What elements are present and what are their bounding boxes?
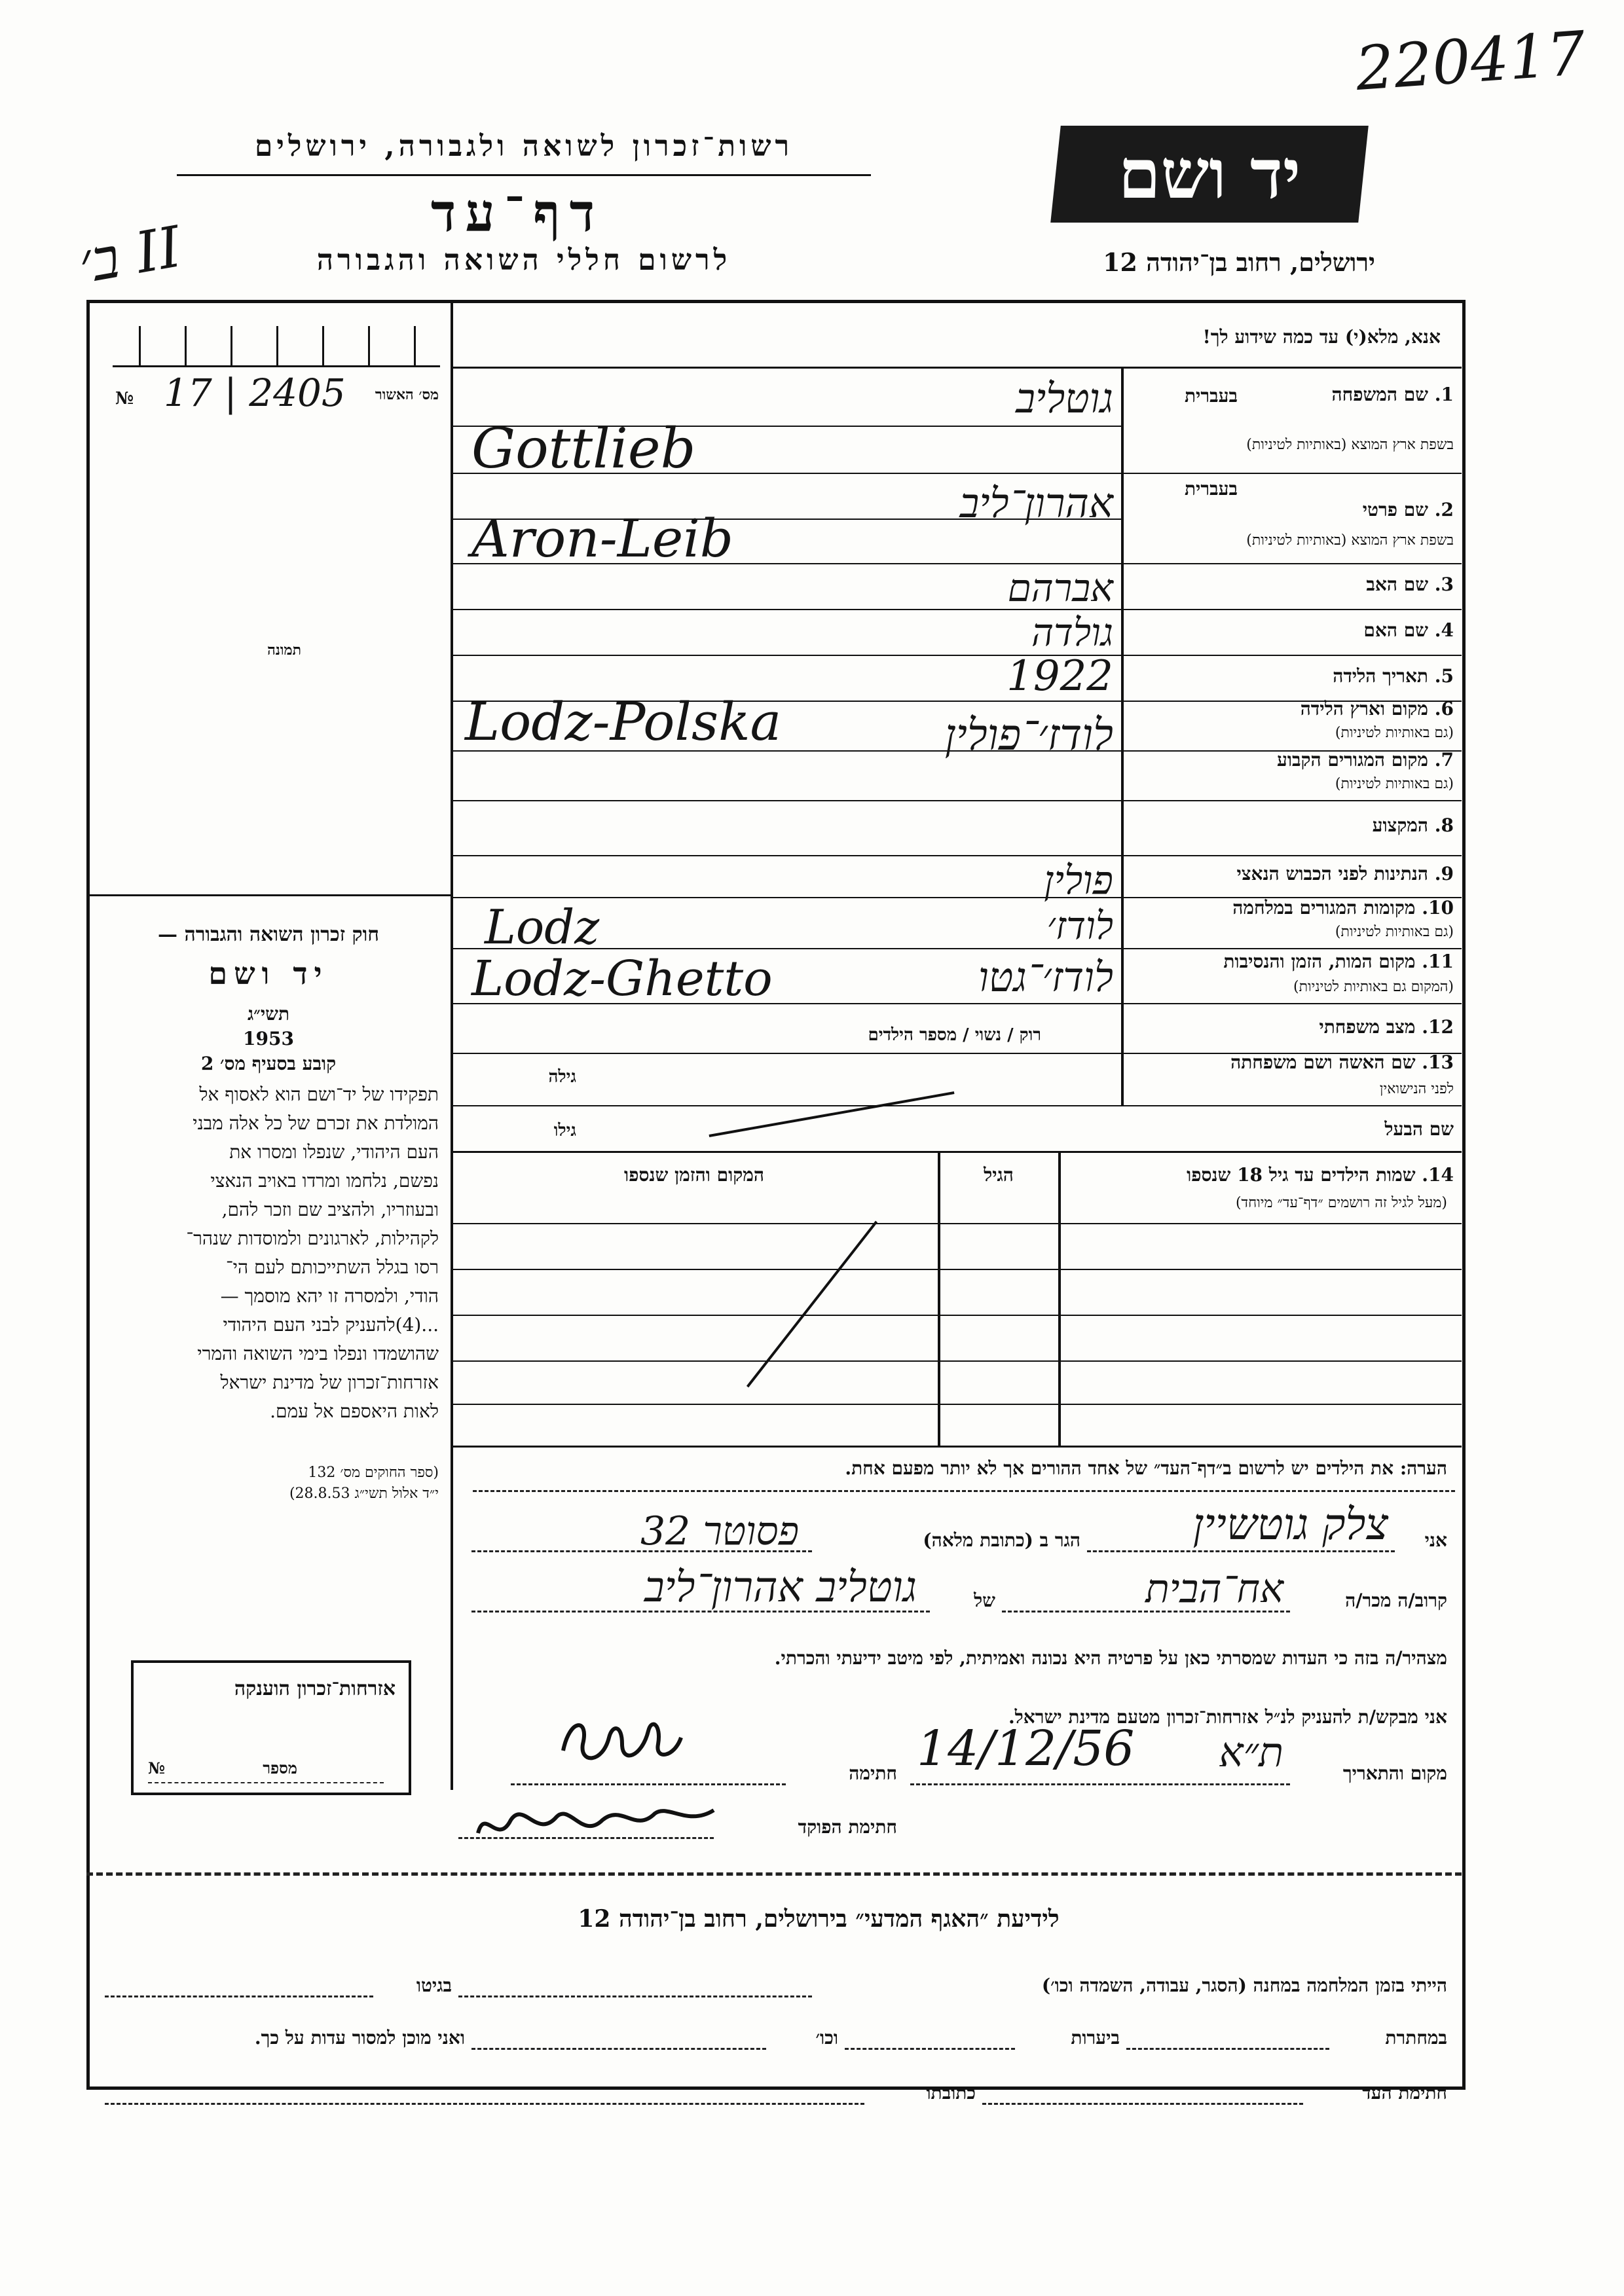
children-bottom [451, 1446, 1462, 1448]
field-4-label: 4. שם האם [1363, 619, 1454, 641]
law-title: חוק זכרון השואה והגבורה — [158, 923, 379, 946]
place-value: ת״א [1219, 1728, 1283, 1776]
note-underline [473, 1490, 1455, 1492]
law-line: ובעוזריו, ולהציב שם וזכר להם, [221, 1199, 439, 1220]
footer-underground-line [1126, 2048, 1329, 2050]
field-1-sub: בשפת ארץ המוצא (באותיות לטיניות) [1246, 437, 1454, 453]
children-place-header: המקום והזמן שנספו [624, 1164, 764, 1186]
husband-age-label: גילו [553, 1121, 576, 1140]
witness-name-line [1087, 1550, 1395, 1552]
field-11-label: 11. מקום המות, הזמן והנסיבות [1223, 951, 1454, 972]
yad-vashem-logo [1050, 126, 1369, 223]
field-2-sub: בשפת ארץ המוצא (באותיות לטיניות) [1246, 532, 1454, 549]
margin-annotation: ב׳ II [73, 214, 187, 297]
footer-ghetto-label: בגיטו [416, 1975, 452, 1996]
header-underline [177, 174, 871, 176]
approval-value: 17 | 2405 [164, 371, 346, 415]
row-sep [451, 855, 1462, 856]
law-year: 1953 [243, 1028, 294, 1049]
of-label: של [974, 1590, 995, 1611]
children-label: 14. שמות הילדים עד גיל 18 שנספו [1187, 1164, 1454, 1186]
footer-testimony-label: ואני מוכן למסור עדות על כך. [254, 2027, 465, 2049]
form-intro: אנא, מלא(י) עד כמה שידוע לך! [1202, 326, 1441, 348]
father-name: אברהם [1007, 566, 1113, 610]
place-date-line [910, 1783, 1290, 1785]
footer-address-line [105, 2103, 864, 2105]
field-8-label: 8. המקצוע [1372, 814, 1454, 836]
footer-underground-label: במחתרת [1385, 2027, 1447, 2049]
birth-date: 1922 [1006, 652, 1113, 701]
footer-witness-signature-label: חתימת העד [1362, 2082, 1447, 2104]
children-row [451, 1315, 1462, 1316]
place-date-label: מקום והתאריך [1342, 1762, 1447, 1784]
row-sep [451, 1151, 1462, 1153]
surname-hebrew: גוטליב [1016, 374, 1113, 422]
wife-age-label: גילה [548, 1067, 576, 1087]
footer-address-label: כתובתו [926, 2082, 976, 2104]
footer-camp-line [458, 1995, 812, 1997]
field-11-sub: (המקום גם באותיות לטיניות) [1293, 979, 1454, 995]
form-title: דף־עד [430, 182, 604, 244]
children-row [451, 1269, 1462, 1270]
field-12-label: 12. מצב משפחתי [1319, 1016, 1454, 1038]
row-sep [451, 948, 1462, 949]
left-column-divider [451, 300, 453, 1790]
field-2-hebrew-tag: בעברית [1184, 478, 1238, 500]
children-row [451, 1404, 1462, 1405]
field-2-label: 2. שם פרטי [1362, 499, 1454, 520]
date-value: 14/12/56 [917, 1721, 1135, 1777]
footer-title: לידיעת ״האגף המדעי״ בירושלים, רחוב בן־יהודה 12 [578, 1905, 1060, 1933]
law-line: הודי, ולמסרה זו יהא מוסמך — [220, 1285, 439, 1307]
approval-ticks [113, 326, 440, 367]
row-sep [451, 1105, 1462, 1106]
footer-etc-label: וכו׳ [815, 2027, 838, 2049]
field-13-label: 13. שם האשה ושם משפחתה [1230, 1051, 1454, 1073]
witness-name: צלק גוטשיין [1192, 1499, 1388, 1550]
law-line: אזרחות־זכרון של מדינת ישראל [220, 1372, 439, 1393]
footer-witness-signature-line [982, 2103, 1303, 2105]
footer-cut-line [86, 1872, 1462, 1876]
firstname-hebrew: אהרון־ליב [959, 479, 1113, 527]
certificate-box [131, 1660, 411, 1795]
wartime-residence-latin: Lodz [485, 900, 600, 955]
form-subtitle: לרשום חללי השואה והגבורה [316, 244, 731, 277]
children-note: הערה: את הילדים יש לרשום ב״דף־העד״ של אחד ההורים אך לא יותר מפעם אחת. [845, 1457, 1447, 1479]
signature-label: חתימה [849, 1762, 897, 1784]
certificate-label: אזרחות־זכרון הוענקה [234, 1677, 396, 1700]
law-line: לקהילות, לארגונים ולמוסדות שנהר־ [186, 1228, 439, 1249]
signature-line [511, 1783, 786, 1785]
law-line: נפשם, נלחמו ומרדו באויב הנאצי [210, 1170, 439, 1192]
law-line: תפקידו של יד־ושם הוא לאסוף אל [199, 1084, 439, 1105]
law-line: המולדת את זכרם של כל אלה מבני [193, 1112, 439, 1134]
field-5-label: 5. תאריך הלידה [1333, 665, 1454, 687]
field-6-label: 6. מקום וארץ הלידה [1300, 698, 1454, 720]
law-source-2: י״ד אלול תשי״ג 28.8.53) [289, 1485, 439, 1502]
children-sub: (מעל לגיל זה רושמים ״דף־עד״ מיוחד) [1235, 1195, 1447, 1211]
children-row [451, 1360, 1462, 1362]
relation-label: קרוב/ה מכר/ה [1345, 1590, 1447, 1611]
certificate-no-sign: № [148, 1758, 166, 1777]
declaration: מצהיר/ה בזה כי העדות שמסרתי כאן על פרטיה היא נכונה ואמיתית, לפי מיטב ידיעתי והכרתי. [774, 1647, 1447, 1669]
field-6-sub: (גם באותיות לטיניות) [1335, 725, 1454, 741]
law-section: קובע בסעיף מס׳ 2 [200, 1053, 337, 1074]
footer-camp-label: הייתי בזמן המלחמה במחנה (הסגר, עבודה, השמדה וכו׳) [1041, 1975, 1447, 1996]
law-source-1: (ספר החוקים מס׳ 132 [308, 1465, 439, 1481]
law-line: ...(4)להעניק לבני העם היהודי [223, 1314, 439, 1336]
surname-latin: Gottlieb [471, 416, 696, 481]
field-10-label: 10. מקומות המגורים במלחמה [1232, 897, 1454, 919]
witness-signature [550, 1705, 694, 1777]
footer-forests-line [845, 2048, 1015, 2050]
husband-label: שם הבעל [1384, 1118, 1454, 1140]
certificate-number-label: מספר [263, 1758, 297, 1777]
institution-name: רשות־זכרון לשואה ולגבורה, ירושלים [254, 130, 794, 163]
witness-address-label: הגר ב (כתובת מלאה) [923, 1529, 1080, 1551]
field-3-label: 3. שם האב [1366, 574, 1454, 595]
officer-signature [471, 1794, 720, 1853]
nationality: פולין [1044, 858, 1113, 903]
field-10-sub: (גם באותיות לטיניות) [1335, 924, 1454, 940]
logo-text: יד ושם [1118, 134, 1301, 214]
law-text [98, 1080, 439, 1426]
mother-name: גולדה [1031, 610, 1113, 655]
death-place-hebrew: לודז׳־גטו [978, 953, 1113, 1001]
footer-forests-label: ביערות [1071, 2027, 1120, 2049]
field-7-sub: (גם באותיות לטיניות) [1335, 776, 1454, 792]
wartime-residence-hebrew: לודז׳ [1046, 903, 1113, 948]
victim-name: גוטליב אהרון־ליב [644, 1563, 917, 1612]
citizenship-request: אני מבקש/ת להעניק לנ״ל אזרחות־זכרון מטעם מדינת ישראל. [1008, 1706, 1447, 1728]
approval-no-sign: № [115, 389, 134, 409]
field-13-sub: לפני הנישואין [1379, 1081, 1454, 1097]
photo-box-bottom [89, 894, 451, 896]
label-column-divider [1121, 367, 1124, 1105]
relation-value: אח־הבית [1145, 1566, 1283, 1612]
field-9-label: 9. הנתינות לפני הכבוש הנאצי [1236, 863, 1454, 884]
marital-options: רוק / נשוי / מספר הילדים [868, 1025, 1041, 1045]
children-age-header: הגיל [984, 1164, 1014, 1186]
approval-label: מס׳ האשור [375, 386, 439, 403]
officer-signature-label: חתימת הפוקד [798, 1816, 897, 1838]
row-sep [451, 800, 1462, 801]
field-1-hebrew-tag: בעברית [1184, 385, 1238, 407]
archive-number: 220417 [1353, 18, 1588, 105]
firstname-latin: Aron-Leib [471, 508, 733, 569]
birthplace-hebrew: לודז׳־פולין [944, 710, 1113, 760]
children-age-divider-right [938, 1151, 940, 1446]
footer-ghetto-line [105, 1995, 373, 1997]
witness-address: פסוטר 32 [640, 1508, 799, 1554]
field-7-label: 7. מקום המגורים הקבוע [1277, 749, 1454, 771]
law-name: יד ושם [208, 956, 329, 991]
birthplace-latin: Lodz-Polska [465, 691, 782, 752]
intro-line [451, 367, 1462, 369]
law-line: העם היהודי, שנפלו ומסרו את [229, 1141, 439, 1163]
law-year-hebrew: תשי״ג [247, 1003, 290, 1025]
address: ירושלים, רחוב בן־יהודה 12 [1103, 247, 1375, 277]
death-place-latin: Lodz-Ghetto [471, 951, 773, 1007]
footer-etc-line [471, 2048, 766, 2050]
photo-label: תמונה [267, 642, 301, 659]
law-line: לאות היאספם אל עמם. [270, 1400, 439, 1422]
law-line: שהושמדו ונפלו בימי השואה והמרי [197, 1343, 439, 1364]
children-row [451, 1223, 1462, 1224]
witness-i-label: אני [1424, 1529, 1447, 1551]
law-line: רסו בגלל השתייכותם לעם הי־ [225, 1256, 439, 1278]
field-1-label: 1. שם המשפחה [1331, 384, 1454, 405]
